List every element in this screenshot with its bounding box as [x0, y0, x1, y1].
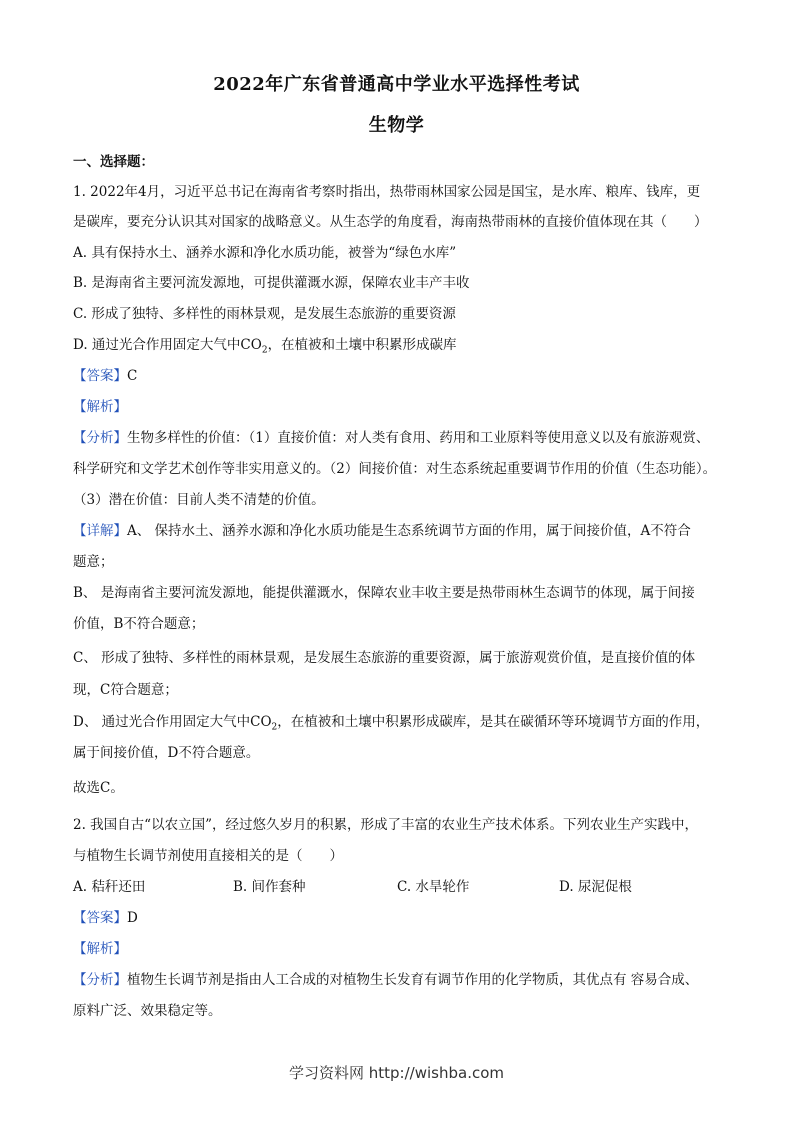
q1-xiangjie-b-line-1: B、 是海南省主要河流发源地，能提供灌溉水，保障农业丰收主要是热带雨林生态调节的体现，属于间接: [73, 585, 695, 601]
q1-fenxi-label: 【分析】: [73, 430, 127, 446]
q1-answer-value: C: [127, 368, 138, 384]
q2-option-b: B. 间作套种: [233, 879, 306, 895]
q2-answer-label: 【答案】: [73, 910, 127, 926]
q1-xiangjie-label: 【详解】: [73, 523, 127, 539]
q1-option-d-sub: 2: [261, 345, 268, 356]
section-heading: 一、选择题：: [73, 154, 154, 170]
q1-xiangjie-a-line-1: [73, 521, 723, 541]
q1-xiangjie-d-line-1: [73, 712, 723, 738]
page-footer[interactable]: 学习资料网 http://wishba.com: [289, 1064, 504, 1082]
q1-xiangjie-c-line-2: 现，C符合题意；: [73, 682, 178, 698]
q2-fenxi-label: 【分析】: [73, 972, 127, 988]
q1-xiangjie-b-line-2: 价值，B不符合题意；: [73, 616, 205, 632]
q1-option-a: A. 具有保持水土、涵养水源和净化水质功能，被誉为“绿色水库”: [73, 245, 457, 261]
q2-option-c: C. 水旱轮作: [397, 879, 470, 895]
q1-answer: [73, 366, 723, 386]
q1-option-d-post: ，在植被和土壤中积累形成碳库: [267, 337, 457, 353]
q2-fenxi-text-1: 植物生长调节剂是指由人工合成的对植物生长发育有调节作用的化学物质，其优点有 容易合成、: [127, 972, 699, 988]
q1-option-d: [73, 335, 723, 361]
q1-fenxi-line-2: 科学研究和文学艺术创作等非实用意义的。（2）间接价值：对生态系统起重要调节作用的价值（生态功能）。: [73, 461, 717, 477]
q2-analysis-label: 【解析】: [73, 941, 127, 957]
q2-fenxi-line-2: 原料广泛、效果稳定等。: [73, 1003, 222, 1019]
q1-fenxi-line-1: [73, 428, 723, 448]
q1-option-c: C. 形成了独特、多样性的雨林景观，是发展生态旅游的重要资源: [73, 306, 456, 322]
q1-xiangjie-a-text: A、 保持水土、涵养水源和净化水质功能是生态系统调节方面的作用，属于间接价值，A不符合: [127, 523, 691, 539]
exam-title: 2022年广东省普通高中学业水平选择性考试: [213, 74, 580, 95]
q1-xiangjie-d-line-2: 属于间接价值，D不符合题意。: [73, 745, 260, 761]
q1-xiangjie-d-sub: 2: [271, 722, 278, 733]
q1-xiangjie-d-pre: D、 通过光合作用固定大气中CO: [73, 714, 272, 730]
q1-option-d-pre: D. 通过光合作用固定大气中CO: [73, 337, 262, 353]
q2-fenxi-line-1: [73, 970, 723, 990]
q2-option-d: D. 尿泥促根: [559, 879, 632, 895]
q1-stem-line-2: 是碳库，要充分认识其对国家的战略意义。从生态学的角度看，海南热带雨林的直接价值体现在其（ ）: [73, 214, 708, 230]
q1-xiangjie-c-line-1: C、 形成了独特、多样性的雨林景观，是发展生态旅游的重要资源，属于旅游观赏价值，是直接价值的体: [73, 650, 696, 666]
q1-xiangjie-d-post: ，在植被和土壤中积累形成碳库，是其在碳循环等环境调节方面的作用，: [277, 714, 710, 730]
q1-xiangjie-a-line-2: 题意；: [73, 554, 114, 570]
q2-option-a: A. 秸秆还田: [73, 879, 146, 895]
subject-title: 生物学: [368, 115, 425, 136]
q1-stem-line-1: 1. 2022年4月，习近平总书记在海南省考察时指出，热带雨林国家公园是国宝，是水库、粮库、钱库，更: [73, 184, 701, 200]
q1-fenxi-line-3: （3）潜在价值：目前人类不清楚的价值。: [73, 492, 325, 508]
q1-conclusion: 故选C。: [73, 780, 124, 796]
q2-answer: [73, 908, 723, 928]
q1-fenxi-text-1: 生物多样性的价值：（1）直接价值：对人类有食用、药用和工业原料等使用意义以及有旅游观赏、: [127, 430, 710, 446]
q1-analysis-label: 【解析】: [73, 399, 127, 415]
q2-stem-line-2: 与植物生长调节剂使用直接相关的是（ ）: [73, 848, 343, 864]
q1-option-b: B. 是海南省主要河流发源地，可提供灌溉水源，保障农业丰产丰收: [73, 275, 470, 291]
q1-answer-label: 【答案】: [73, 368, 127, 384]
q2-answer-value: D: [127, 910, 138, 926]
q2-stem-line-1: 2. 我国自古“以农立国”，经过悠久岁月的积累，形成了丰富的农业生产技术体系。下列农业生产实践中，: [73, 817, 698, 833]
